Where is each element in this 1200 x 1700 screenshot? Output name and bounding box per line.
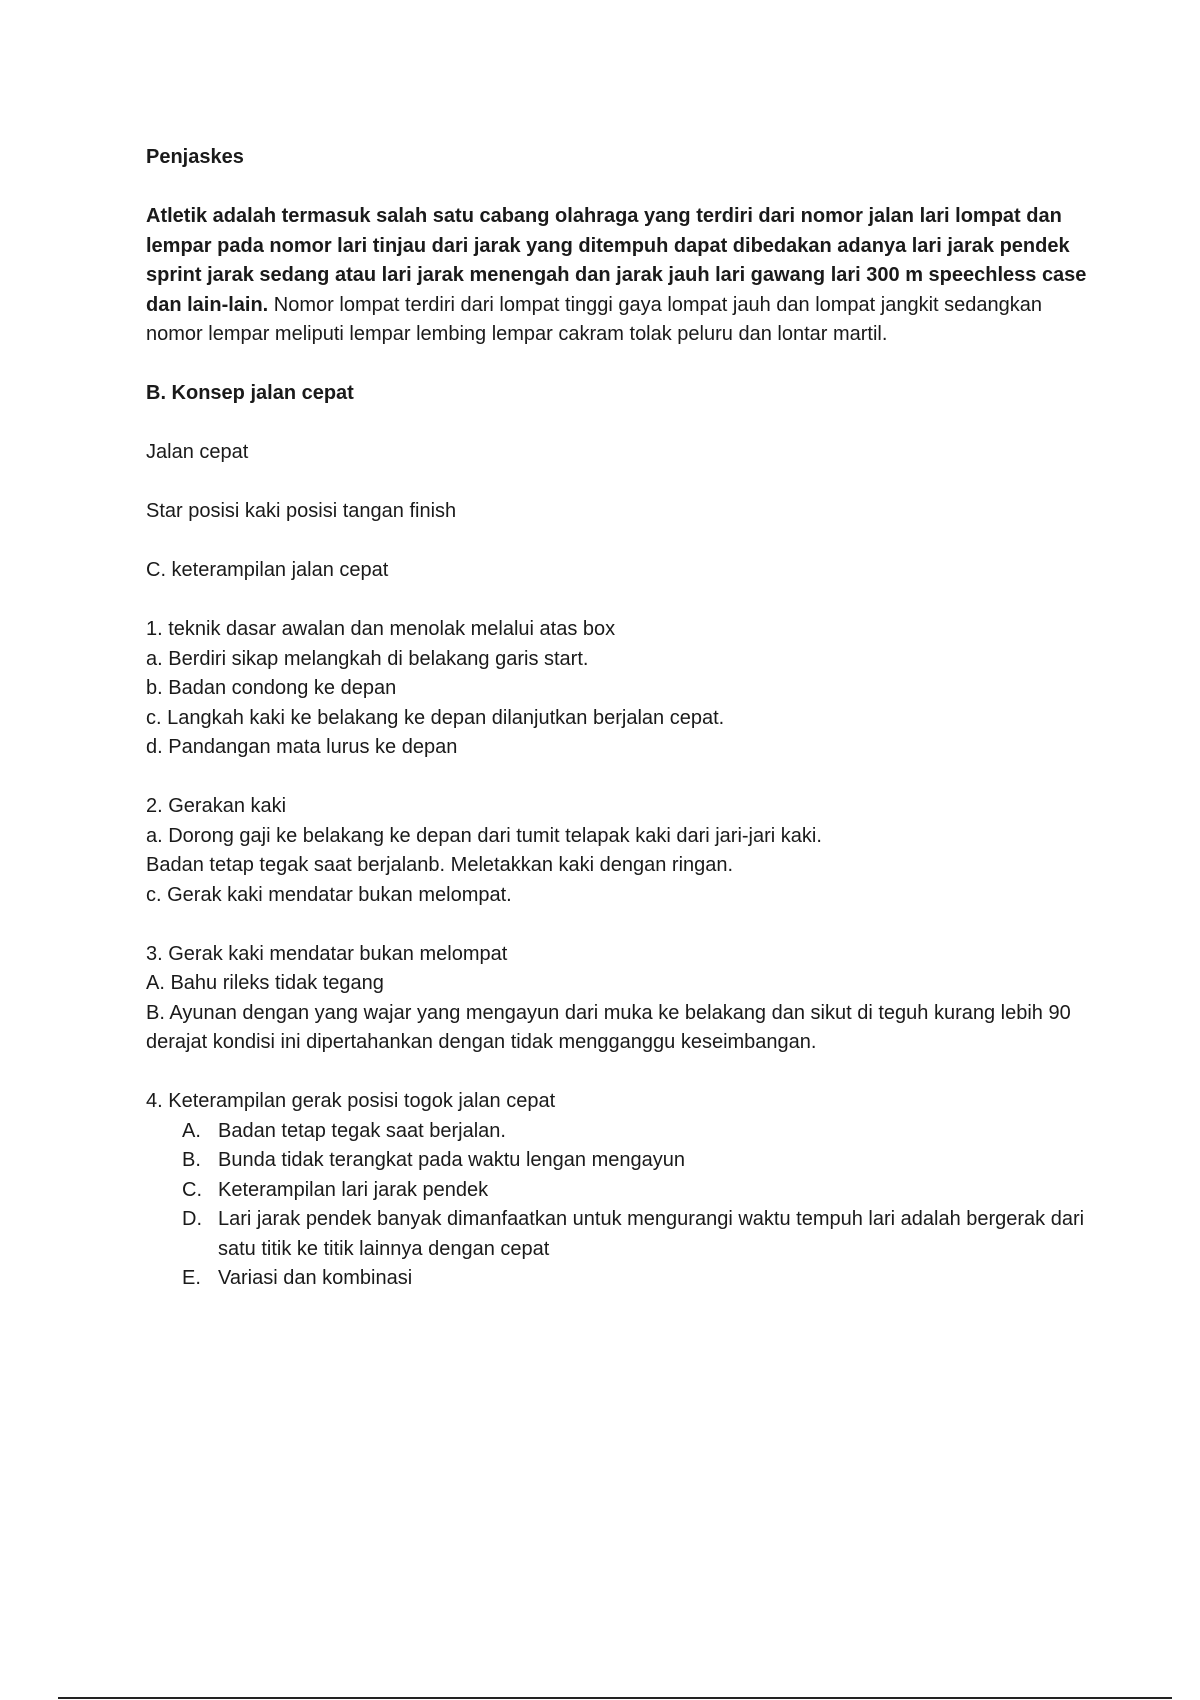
item-4-title: 4. Keterampilan gerak posisi togok jalan cepat <box>146 1090 556 1112</box>
list-item-text: Variasi dan kombinasi <box>218 1267 413 1289</box>
item-1-line-a: a. Berdiri sikap melangkah di belakang garis start. <box>146 647 589 670</box>
item-1-title: 1. teknik dasar awalan dan menolak melalui atas box <box>146 618 616 640</box>
list-marker: B. <box>182 1149 201 1171</box>
item-2-line-2: Badan tetap tegak saat berjalanb. Meletakkan kaki dengan ringan. <box>146 854 734 876</box>
document-page <box>146 143 1096 1294</box>
section-c-heading: C. keterampilan jalan cepat <box>146 559 389 581</box>
list-item-text: Bunda tidak terangkat pada waktu lengan mengayun <box>218 1149 686 1171</box>
list-marker: C. <box>182 1178 202 1201</box>
intro-paragraph <box>146 202 1096 350</box>
list-item <box>146 1176 1096 1206</box>
item-2-title: 2. Gerakan kaki <box>146 795 287 817</box>
page-bottom-divider <box>58 1697 1172 1699</box>
item-3-title: 3. Gerak kaki mendatar bukan melompat <box>146 942 508 965</box>
list-marker: E. <box>182 1267 201 1289</box>
section-b-heading: B. Konsep jalan cepat <box>146 382 354 404</box>
list-item <box>146 1264 1096 1294</box>
list-marker: D. <box>182 1208 202 1230</box>
section-b-line-2: Star posisi kaki posisi tangan finish <box>146 500 457 522</box>
list-item-text: Badan tetap tegak saat berjalan. <box>218 1119 506 1142</box>
item-1-line-b: b. Badan condong ke depan <box>146 677 397 699</box>
item-1-line-d: d. Pandangan mata lurus ke depan <box>146 736 458 758</box>
list-item-text: Keterampilan lari jarak pendek <box>218 1178 489 1201</box>
list-marker: A. <box>182 1119 201 1142</box>
section-b-line-1: Jalan cepat <box>146 441 249 463</box>
item-2-line-1: a. Dorong gaji ke belakang ke depan dari tumit telapak kaki dari jari-jari kaki. <box>146 824 822 847</box>
list-item <box>146 1205 1096 1264</box>
list-item <box>146 1117 1096 1147</box>
item-3-line-a: A. Bahu rileks tidak tegang <box>146 972 384 994</box>
document-title: Penjaskes <box>146 146 244 168</box>
item-1-line-c: c. Langkah kaki ke belakang ke depan dilanjutkan berjalan cepat. <box>146 706 725 729</box>
intro-normal-text: Nomor lompat terdiri dari lompat tinggi gaya lompat jauh dan lompat jangkit sedangkan nomor lempar meliputi lempar lembing lempar cakram tolak peluru dan lontar martil. <box>146 293 1043 345</box>
list-item <box>146 1146 1096 1176</box>
item-3-line-b: B. Ayunan dengan yang wajar yang mengayun dari muka ke belakang dan sikut di teguh kurang lebih 90 derajat kondisi ini dipertahankan dengan tidak mengganggu keseimbangan. <box>146 1001 1071 1053</box>
item-4-list <box>146 1117 1096 1294</box>
list-item-text: Lari jarak pendek banyak dimanfaatkan untuk mengurangi waktu tempuh lari adalah bergerak dari satu titik ke titik lainnya dengan cepat <box>218 1208 1085 1260</box>
intro-bold-text: Atletik adalah termasuk salah satu cabang olahraga yang terdiri dari nomor jalan lari lompat dan lempar pada nomor lari tinjau dari jarak yang ditempuh dapat dibedakan adanya lari jarak pendek sprint jarak sedang atau lari jarak menengah dan jarak jauh lari gawang lari 300 m speechless case dan lain-lain. <box>146 205 1087 316</box>
item-2-line-3: c. Gerak kaki mendatar bukan melompat. <box>146 883 512 906</box>
